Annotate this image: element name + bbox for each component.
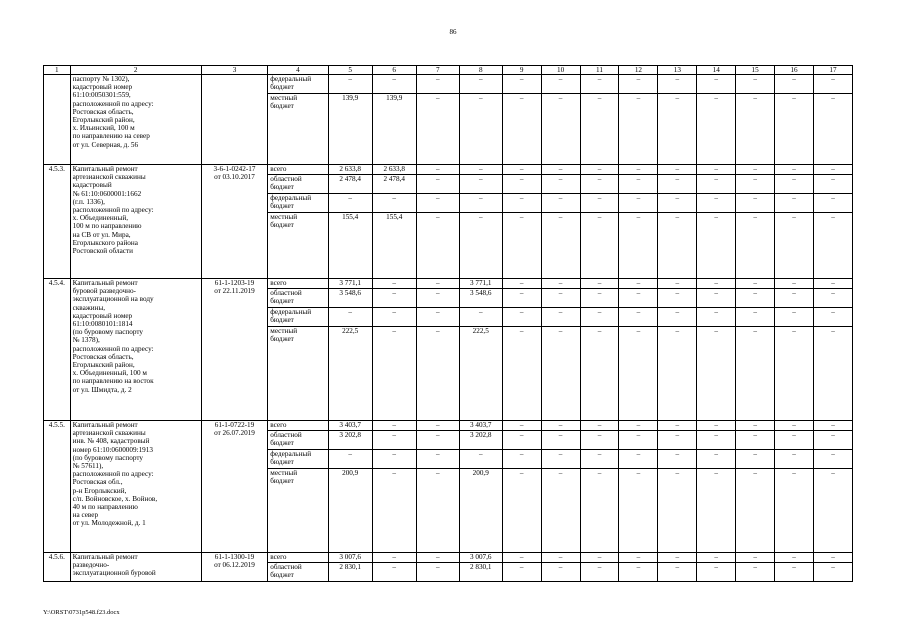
amount-cell: – (502, 289, 541, 308)
amount-cell: – (580, 421, 619, 431)
amount-cell: – (697, 165, 736, 175)
amount-cell: – (328, 450, 372, 469)
amount-cell: – (416, 279, 459, 289)
amount-cell: – (658, 469, 697, 553)
item-number: 4.5.6. (44, 553, 71, 582)
amount-cell: 3 007,6 (459, 553, 502, 563)
amount-cell: – (619, 421, 658, 431)
object-description: Капитальный ремонт буровой разведочно- эксплуатационной на воду скважины, кадастровый номер 61:10:0080101:1814 (по буровому паспорту № 1378), расположенной по адресу: Ростовская область, Егорлыкский район, х. Объединенный, 100 м по направлению на восток от ул. Шмидта, д. 2 (70, 279, 201, 421)
amount-cell: – (813, 279, 852, 289)
amount-cell: – (658, 327, 697, 421)
amount-cell: – (580, 175, 619, 194)
amount-cell: – (697, 194, 736, 213)
object-description: Капитальный ремонт разведочно- эксплуатационной буровой (70, 553, 201, 582)
amount-cell: – (416, 213, 459, 279)
amount-cell: – (658, 553, 697, 563)
amount-cell: – (697, 94, 736, 165)
amount-cell: – (416, 165, 459, 175)
amount-cell: – (697, 563, 736, 582)
amount-cell: – (580, 75, 619, 94)
amount-cell: – (541, 469, 580, 553)
amount-cell: 3 771,1 (328, 279, 372, 289)
amount-cell: – (736, 194, 775, 213)
amount-cell: 155,4 (328, 213, 372, 279)
amount-cell: – (813, 421, 852, 431)
amount-cell: 139,9 (372, 94, 416, 165)
amount-cell: – (736, 450, 775, 469)
amount-cell: – (416, 289, 459, 308)
amount-cell: – (502, 175, 541, 194)
item-number (44, 75, 71, 165)
page-number: 86 (449, 28, 457, 36)
amount-cell: – (813, 327, 852, 421)
amount-cell: – (658, 431, 697, 450)
amount-cell: – (697, 289, 736, 308)
amount-cell: 2 830,1 (459, 563, 502, 582)
funding-source: местный бюджет (268, 213, 328, 279)
amount-cell: – (697, 431, 736, 450)
amount-cell: – (658, 421, 697, 431)
amount-cell: – (697, 213, 736, 279)
amount-cell: – (328, 194, 372, 213)
amount-cell: – (502, 469, 541, 553)
amount-cell: – (697, 175, 736, 194)
column-header: 7 (416, 66, 459, 75)
funding-source: областной бюджет (268, 431, 328, 450)
amount-cell: – (813, 75, 852, 94)
amount-cell: – (372, 75, 416, 94)
document-reference: 3-6-1-0242-17 от 03.10.2017 (201, 165, 268, 279)
amount-cell: – (658, 213, 697, 279)
amount-cell: – (813, 563, 852, 582)
amount-cell: – (580, 431, 619, 450)
amount-cell: – (541, 553, 580, 563)
amount-cell: – (619, 175, 658, 194)
amount-cell: – (619, 94, 658, 165)
amount-cell: – (541, 327, 580, 421)
funding-source: областной бюджет (268, 289, 328, 308)
amount-cell: – (736, 469, 775, 553)
amount-cell: – (775, 175, 814, 194)
funding-source: всего (268, 279, 328, 289)
amount-cell: – (372, 327, 416, 421)
amount-cell: – (580, 94, 619, 165)
amount-cell: 3 548,6 (459, 289, 502, 308)
amount-cell: – (658, 194, 697, 213)
funding-source: местный бюджет (268, 327, 328, 421)
amount-cell: 2 830,1 (328, 563, 372, 582)
amount-cell: – (459, 94, 502, 165)
amount-cell: – (775, 289, 814, 308)
amount-cell: – (580, 194, 619, 213)
amount-cell: – (541, 308, 580, 327)
amount-cell: – (372, 279, 416, 289)
amount-cell: – (813, 289, 852, 308)
funding-source: федеральный бюджет (268, 308, 328, 327)
amount-cell: – (459, 165, 502, 175)
amount-cell: – (736, 553, 775, 563)
amount-cell: – (775, 421, 814, 431)
amount-cell: – (775, 94, 814, 165)
amount-cell: – (619, 327, 658, 421)
amount-cell: – (502, 431, 541, 450)
amount-cell: – (658, 175, 697, 194)
amount-cell: – (502, 213, 541, 279)
amount-cell: – (541, 75, 580, 94)
column-header: 5 (328, 66, 372, 75)
column-header: 12 (619, 66, 658, 75)
amount-cell: – (619, 75, 658, 94)
table-row (44, 165, 853, 175)
column-header: 16 (775, 66, 814, 75)
amount-cell: – (372, 563, 416, 582)
amount-cell: – (502, 194, 541, 213)
amount-cell: – (697, 553, 736, 563)
amount-cell: – (541, 175, 580, 194)
amount-cell: – (416, 194, 459, 213)
amount-cell: – (541, 165, 580, 175)
amount-cell: – (775, 213, 814, 279)
amount-cell: – (736, 175, 775, 194)
amount-cell: – (813, 165, 852, 175)
funding-source: областной бюджет (268, 563, 328, 582)
amount-cell: – (416, 563, 459, 582)
amount-cell: – (813, 175, 852, 194)
amount-cell: – (541, 563, 580, 582)
amount-cell: – (775, 279, 814, 289)
amount-cell: – (580, 279, 619, 289)
amount-cell: – (502, 165, 541, 175)
amount-cell: – (775, 469, 814, 553)
amount-cell: – (619, 450, 658, 469)
amount-cell: – (416, 175, 459, 194)
amount-cell: – (697, 469, 736, 553)
amount-cell: – (658, 563, 697, 582)
amount-cell: 222,5 (459, 327, 502, 421)
amount-cell: – (736, 279, 775, 289)
column-header: 11 (580, 66, 619, 75)
amount-cell: – (697, 327, 736, 421)
amount-cell: – (736, 563, 775, 582)
amount-cell: – (580, 563, 619, 582)
amount-cell: 3 202,8 (459, 431, 502, 450)
amount-cell: – (619, 165, 658, 175)
funding-source: местный бюджет (268, 469, 328, 553)
amount-cell: – (580, 165, 619, 175)
amount-cell: – (736, 75, 775, 94)
object-description: Капитальный ремонт артезианской скважины кадастровый № 61:10:0600001:1662 (г.п. 1336), расположенной по адресу: х. Объединенный, 100 м по направлению на СВ от ул. Мира, Егорлыкского района Ростовской области (70, 165, 201, 279)
column-header: 2 (70, 66, 201, 75)
amount-cell: – (416, 450, 459, 469)
amount-cell: – (416, 553, 459, 563)
amount-cell: – (541, 450, 580, 469)
column-header: 13 (658, 66, 697, 75)
table-row (44, 75, 853, 94)
table-row (44, 553, 853, 563)
funding-source: всего (268, 553, 328, 563)
amount-cell: – (775, 308, 814, 327)
amount-cell: – (697, 279, 736, 289)
amount-cell: 222,5 (328, 327, 372, 421)
item-number: 4.5.5. (44, 421, 71, 553)
table-row (44, 421, 853, 431)
amount-cell: – (541, 421, 580, 431)
header-row (44, 66, 853, 75)
amount-cell: – (372, 289, 416, 308)
object-description: паспорту № 1302), кадастровый номер 61:10:0050301:559, расположенной по адресу: Ростовская область, Егорлыкский район, х. Ильинский, 100 м по направлению на север от ул. Северная, д. 56 (70, 75, 201, 165)
amount-cell: – (658, 279, 697, 289)
amount-cell: 3 771,1 (459, 279, 502, 289)
amount-cell: – (416, 75, 459, 94)
amount-cell: – (619, 431, 658, 450)
document-reference: 61-1-1300-19 от 06.12.2019 (201, 553, 268, 582)
amount-cell: 2 633,8 (372, 165, 416, 175)
amount-cell: – (580, 327, 619, 421)
amount-cell: – (619, 469, 658, 553)
amount-cell: – (502, 327, 541, 421)
amount-cell: – (658, 94, 697, 165)
amount-cell: – (775, 165, 814, 175)
column-header: 15 (736, 66, 775, 75)
table-row (44, 279, 853, 289)
funding-source: областной бюджет (268, 175, 328, 194)
amount-cell: – (736, 421, 775, 431)
amount-cell: – (372, 469, 416, 553)
amount-cell: – (541, 213, 580, 279)
amount-cell: – (619, 563, 658, 582)
amount-cell: – (697, 75, 736, 94)
amount-cell: – (736, 165, 775, 175)
amount-cell: – (775, 327, 814, 421)
amount-cell: – (502, 553, 541, 563)
column-header: 9 (502, 66, 541, 75)
amount-cell: – (813, 431, 852, 450)
amount-cell: – (502, 563, 541, 582)
column-header: 10 (541, 66, 580, 75)
amount-cell: – (697, 450, 736, 469)
amount-cell: – (697, 308, 736, 327)
amount-cell: – (416, 94, 459, 165)
budget-table (43, 65, 853, 582)
item-number: 4.5.4. (44, 279, 71, 421)
amount-cell: – (502, 279, 541, 289)
amount-cell: 3 202,8 (328, 431, 372, 450)
amount-cell: – (619, 308, 658, 327)
amount-cell: – (459, 213, 502, 279)
amount-cell: – (416, 421, 459, 431)
amount-cell: – (372, 421, 416, 431)
amount-cell: – (775, 75, 814, 94)
amount-cell: – (736, 289, 775, 308)
column-header: 3 (201, 66, 268, 75)
amount-cell: – (813, 213, 852, 279)
amount-cell: – (658, 450, 697, 469)
amount-cell: – (459, 75, 502, 94)
amount-cell: – (658, 308, 697, 327)
amount-cell: – (459, 450, 502, 469)
funding-source: местный бюджет (268, 94, 328, 165)
amount-cell: – (813, 553, 852, 563)
amount-cell: – (619, 194, 658, 213)
file-path-footer: Y:\ORST\0731p548.f23.docx (43, 609, 120, 616)
amount-cell: – (736, 431, 775, 450)
amount-cell: – (372, 308, 416, 327)
amount-cell: – (416, 469, 459, 553)
amount-cell: – (328, 75, 372, 94)
amount-cell: – (580, 213, 619, 279)
funding-source: федеральный бюджет (268, 75, 328, 94)
amount-cell: – (619, 289, 658, 308)
amount-cell: – (658, 289, 697, 308)
column-header: 8 (459, 66, 502, 75)
amount-cell: 3 548,6 (328, 289, 372, 308)
amount-cell: – (541, 431, 580, 450)
column-header: 6 (372, 66, 416, 75)
amount-cell: – (658, 165, 697, 175)
amount-cell: – (736, 94, 775, 165)
amount-cell: – (502, 421, 541, 431)
amount-cell: – (775, 194, 814, 213)
column-header: 17 (813, 66, 852, 75)
item-number: 4.5.3. (44, 165, 71, 279)
funding-source: федеральный бюджет (268, 194, 328, 213)
amount-cell: 3 403,7 (328, 421, 372, 431)
amount-cell: – (372, 553, 416, 563)
amount-cell: 2 633,8 (328, 165, 372, 175)
object-description: Капитальный ремонт артезианской скважины инв. № 408, кадастровый номер 61:10:0600009:1913 (по буровому паспорту № 57611), расположенной по адресу: Ростовская обл., р-н Егорлыкский, с/п. Войновское, х. Войнов, 40 м по направлению на север от ул. Молодежной, д. 1 (70, 421, 201, 553)
amount-cell: 3 403,7 (459, 421, 502, 431)
amount-cell: – (459, 194, 502, 213)
amount-cell: – (813, 450, 852, 469)
amount-cell: – (416, 327, 459, 421)
amount-cell: – (775, 553, 814, 563)
amount-cell: – (697, 421, 736, 431)
amount-cell: – (459, 308, 502, 327)
amount-cell: – (619, 213, 658, 279)
amount-cell: – (502, 450, 541, 469)
amount-cell: 139,9 (328, 94, 372, 165)
amount-cell: – (580, 308, 619, 327)
amount-cell: – (502, 75, 541, 94)
amount-cell: – (541, 279, 580, 289)
amount-cell: 155,4 (372, 213, 416, 279)
amount-cell: – (775, 563, 814, 582)
amount-cell: – (541, 194, 580, 213)
funding-source: федеральный бюджет (268, 450, 328, 469)
document-reference: 61-1-1203-19 от 22.11.2019 (201, 279, 268, 421)
amount-cell: – (328, 308, 372, 327)
amount-cell: – (619, 279, 658, 289)
amount-cell: – (736, 308, 775, 327)
column-header: 1 (44, 66, 71, 75)
document-reference (201, 75, 268, 165)
amount-cell: – (580, 469, 619, 553)
amount-cell: – (813, 308, 852, 327)
amount-cell: – (541, 289, 580, 308)
amount-cell: – (658, 75, 697, 94)
amount-cell: – (580, 289, 619, 308)
funding-source: всего (268, 165, 328, 175)
amount-cell: – (619, 553, 658, 563)
amount-cell: – (580, 553, 619, 563)
amount-cell: 2 478,4 (372, 175, 416, 194)
document-reference: 61-1-0722-19 от 26.07.2019 (201, 421, 268, 553)
amount-cell: – (775, 431, 814, 450)
amount-cell: 200,9 (459, 469, 502, 553)
amount-cell: 3 007,6 (328, 553, 372, 563)
amount-cell: – (459, 175, 502, 194)
funding-source: всего (268, 421, 328, 431)
amount-cell: – (813, 469, 852, 553)
amount-cell: – (372, 431, 416, 450)
amount-cell: – (416, 308, 459, 327)
amount-cell: 2 478,4 (328, 175, 372, 194)
amount-cell: – (372, 450, 416, 469)
column-header: 4 (268, 66, 328, 75)
amount-cell: – (541, 94, 580, 165)
amount-cell: – (580, 450, 619, 469)
amount-cell: – (502, 308, 541, 327)
amount-cell: – (502, 94, 541, 165)
amount-cell: – (775, 450, 814, 469)
column-header: 14 (697, 66, 736, 75)
amount-cell: – (813, 94, 852, 165)
amount-cell: – (736, 213, 775, 279)
amount-cell: 200,9 (328, 469, 372, 553)
amount-cell: – (736, 327, 775, 421)
amount-cell: – (416, 431, 459, 450)
amount-cell: – (372, 194, 416, 213)
amount-cell: – (813, 194, 852, 213)
